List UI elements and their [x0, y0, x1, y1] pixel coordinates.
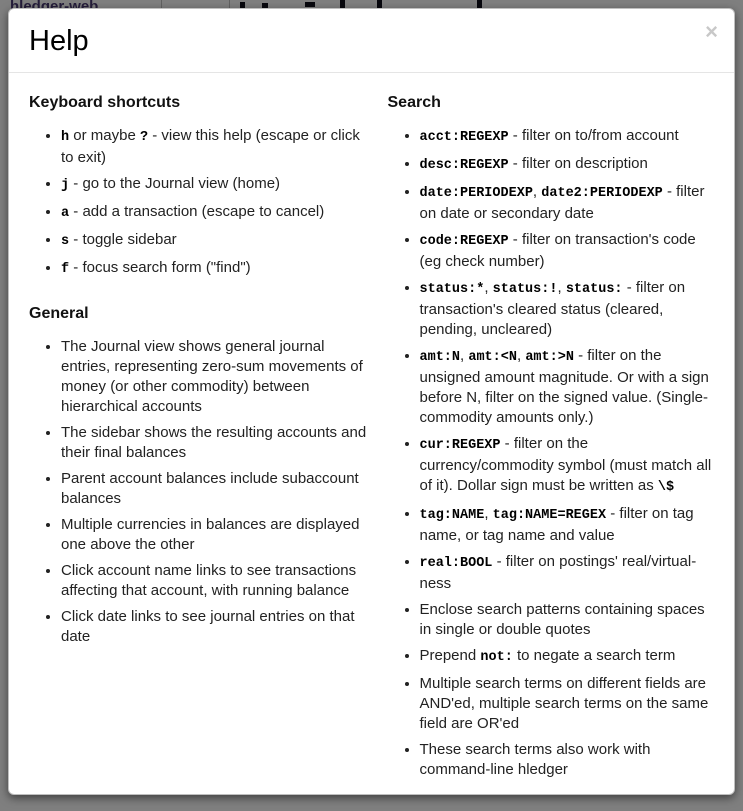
section-heading-search: Search — [387, 94, 441, 111]
list-item: • acct:REGEXP - filter on to/from account — [420, 126, 715, 148]
column-right — [372, 93, 715, 780]
section-general — [29, 304, 372, 647]
section-list-general — [29, 337, 372, 647]
list-item: • These search terms also work with command-line hledger — [420, 740, 715, 780]
code-token: tag:NAME=REGEX — [492, 508, 607, 523]
code-token: status:* — [419, 282, 485, 297]
list-item: • f - focus search form ("find") — [61, 258, 372, 280]
section-heading-keyboard-shortcuts: Keyboard shortcuts — [29, 94, 181, 111]
list-item: • desc:REGEXP - filter on description — [420, 154, 715, 176]
list-item: • real:BOOL - filter on postings' real/virtual-ness — [420, 552, 715, 594]
list-item: • h or maybe ? - view this help (escape or click to exit) — [61, 126, 372, 168]
list-item: • Click date links to see journal entries on that date — [61, 607, 372, 647]
code-token: amt:N — [419, 350, 461, 365]
help-modal — [8, 8, 735, 795]
list-item: • Click account name links to see transactions affecting that account, with running balance — [61, 561, 372, 601]
code-token: cur:REGEXP — [419, 438, 501, 453]
code-token: status:! — [492, 282, 558, 297]
code-token: acct:REGEXP — [419, 130, 509, 145]
list-item: • status:*, status:!, status: - filter on transaction's cleared status (cleared, pending, uncleared) — [420, 278, 715, 340]
code-token: f — [61, 262, 70, 277]
code-token: desc:REGEXP — [419, 158, 509, 173]
column-left — [29, 93, 372, 647]
code-token: amt:<N — [468, 350, 517, 365]
code-token: tag:NAME — [419, 508, 485, 523]
list-item: • cur:REGEXP - filter on the currency/commodity symbol (must match all of it). Dollar sign must be written as \$ — [420, 434, 715, 498]
list-item: • Enclose search patterns containing spaces in single or double quotes — [420, 600, 715, 640]
code-token: code:REGEXP — [419, 234, 509, 249]
list-item: • s - toggle sidebar — [61, 230, 372, 252]
code-token: a — [61, 206, 70, 221]
list-item: • tag:NAME, tag:NAME=REGEX - filter on tag name, or tag name and value — [420, 504, 715, 546]
modal-header — [9, 9, 734, 73]
section-list-search — [388, 126, 715, 780]
list-item: • Multiple search terms on different fields are AND'ed, multiple search terms on the same field are OR'ed — [420, 674, 715, 734]
code-token: status: — [565, 282, 623, 297]
list-item: • code:REGEXP - filter on transaction's code (eg check number) — [420, 230, 715, 272]
section-keyboard-shortcuts — [29, 93, 372, 280]
list-item: • amt:N, amt:<N, amt:>N - filter on the unsigned amount magnitude. Or with a sign before N, filter on the signed value. (Single-commodity amounts only.) — [420, 346, 715, 428]
code-token: j — [61, 178, 70, 193]
code-token: amt:>N — [525, 350, 574, 365]
code-token: not: — [480, 650, 513, 665]
list-item: • Prepend not: to negate a search term — [420, 646, 715, 668]
list-item: • Parent account balances include subaccount balances — [61, 469, 372, 509]
code-token: s — [61, 234, 70, 249]
code-token: real:BOOL — [419, 556, 493, 571]
close-icon[interactable]: × — [705, 19, 718, 44]
modal-body — [9, 73, 734, 795]
code-token: \$ — [657, 480, 675, 495]
modal-title: Help — [29, 25, 89, 57]
code-token: ? — [139, 130, 149, 145]
section-heading-general: General — [29, 305, 89, 322]
code-token: h — [61, 130, 70, 145]
list-item: • a - add a transaction (escape to cancel) — [61, 202, 372, 224]
section-list-keyboard-shortcuts — [29, 126, 372, 280]
list-item: • Multiple currencies in balances are displayed one above the other — [61, 515, 372, 555]
list-item: • j - go to the Journal view (home) — [61, 174, 372, 196]
code-token: date2:PERIODEXP — [541, 186, 663, 201]
list-item: • date:PERIODEXP, date2:PERIODEXP - filter on date or secondary date — [420, 182, 715, 224]
code-token: date:PERIODEXP — [419, 186, 533, 201]
section-search — [388, 93, 715, 780]
list-item: • The Journal view shows general journal entries, representing zero-sum movements of money (or other commodity) between hierarchical accounts — [61, 337, 372, 417]
list-item: • The sidebar shows the resulting accounts and their final balances — [61, 423, 372, 463]
